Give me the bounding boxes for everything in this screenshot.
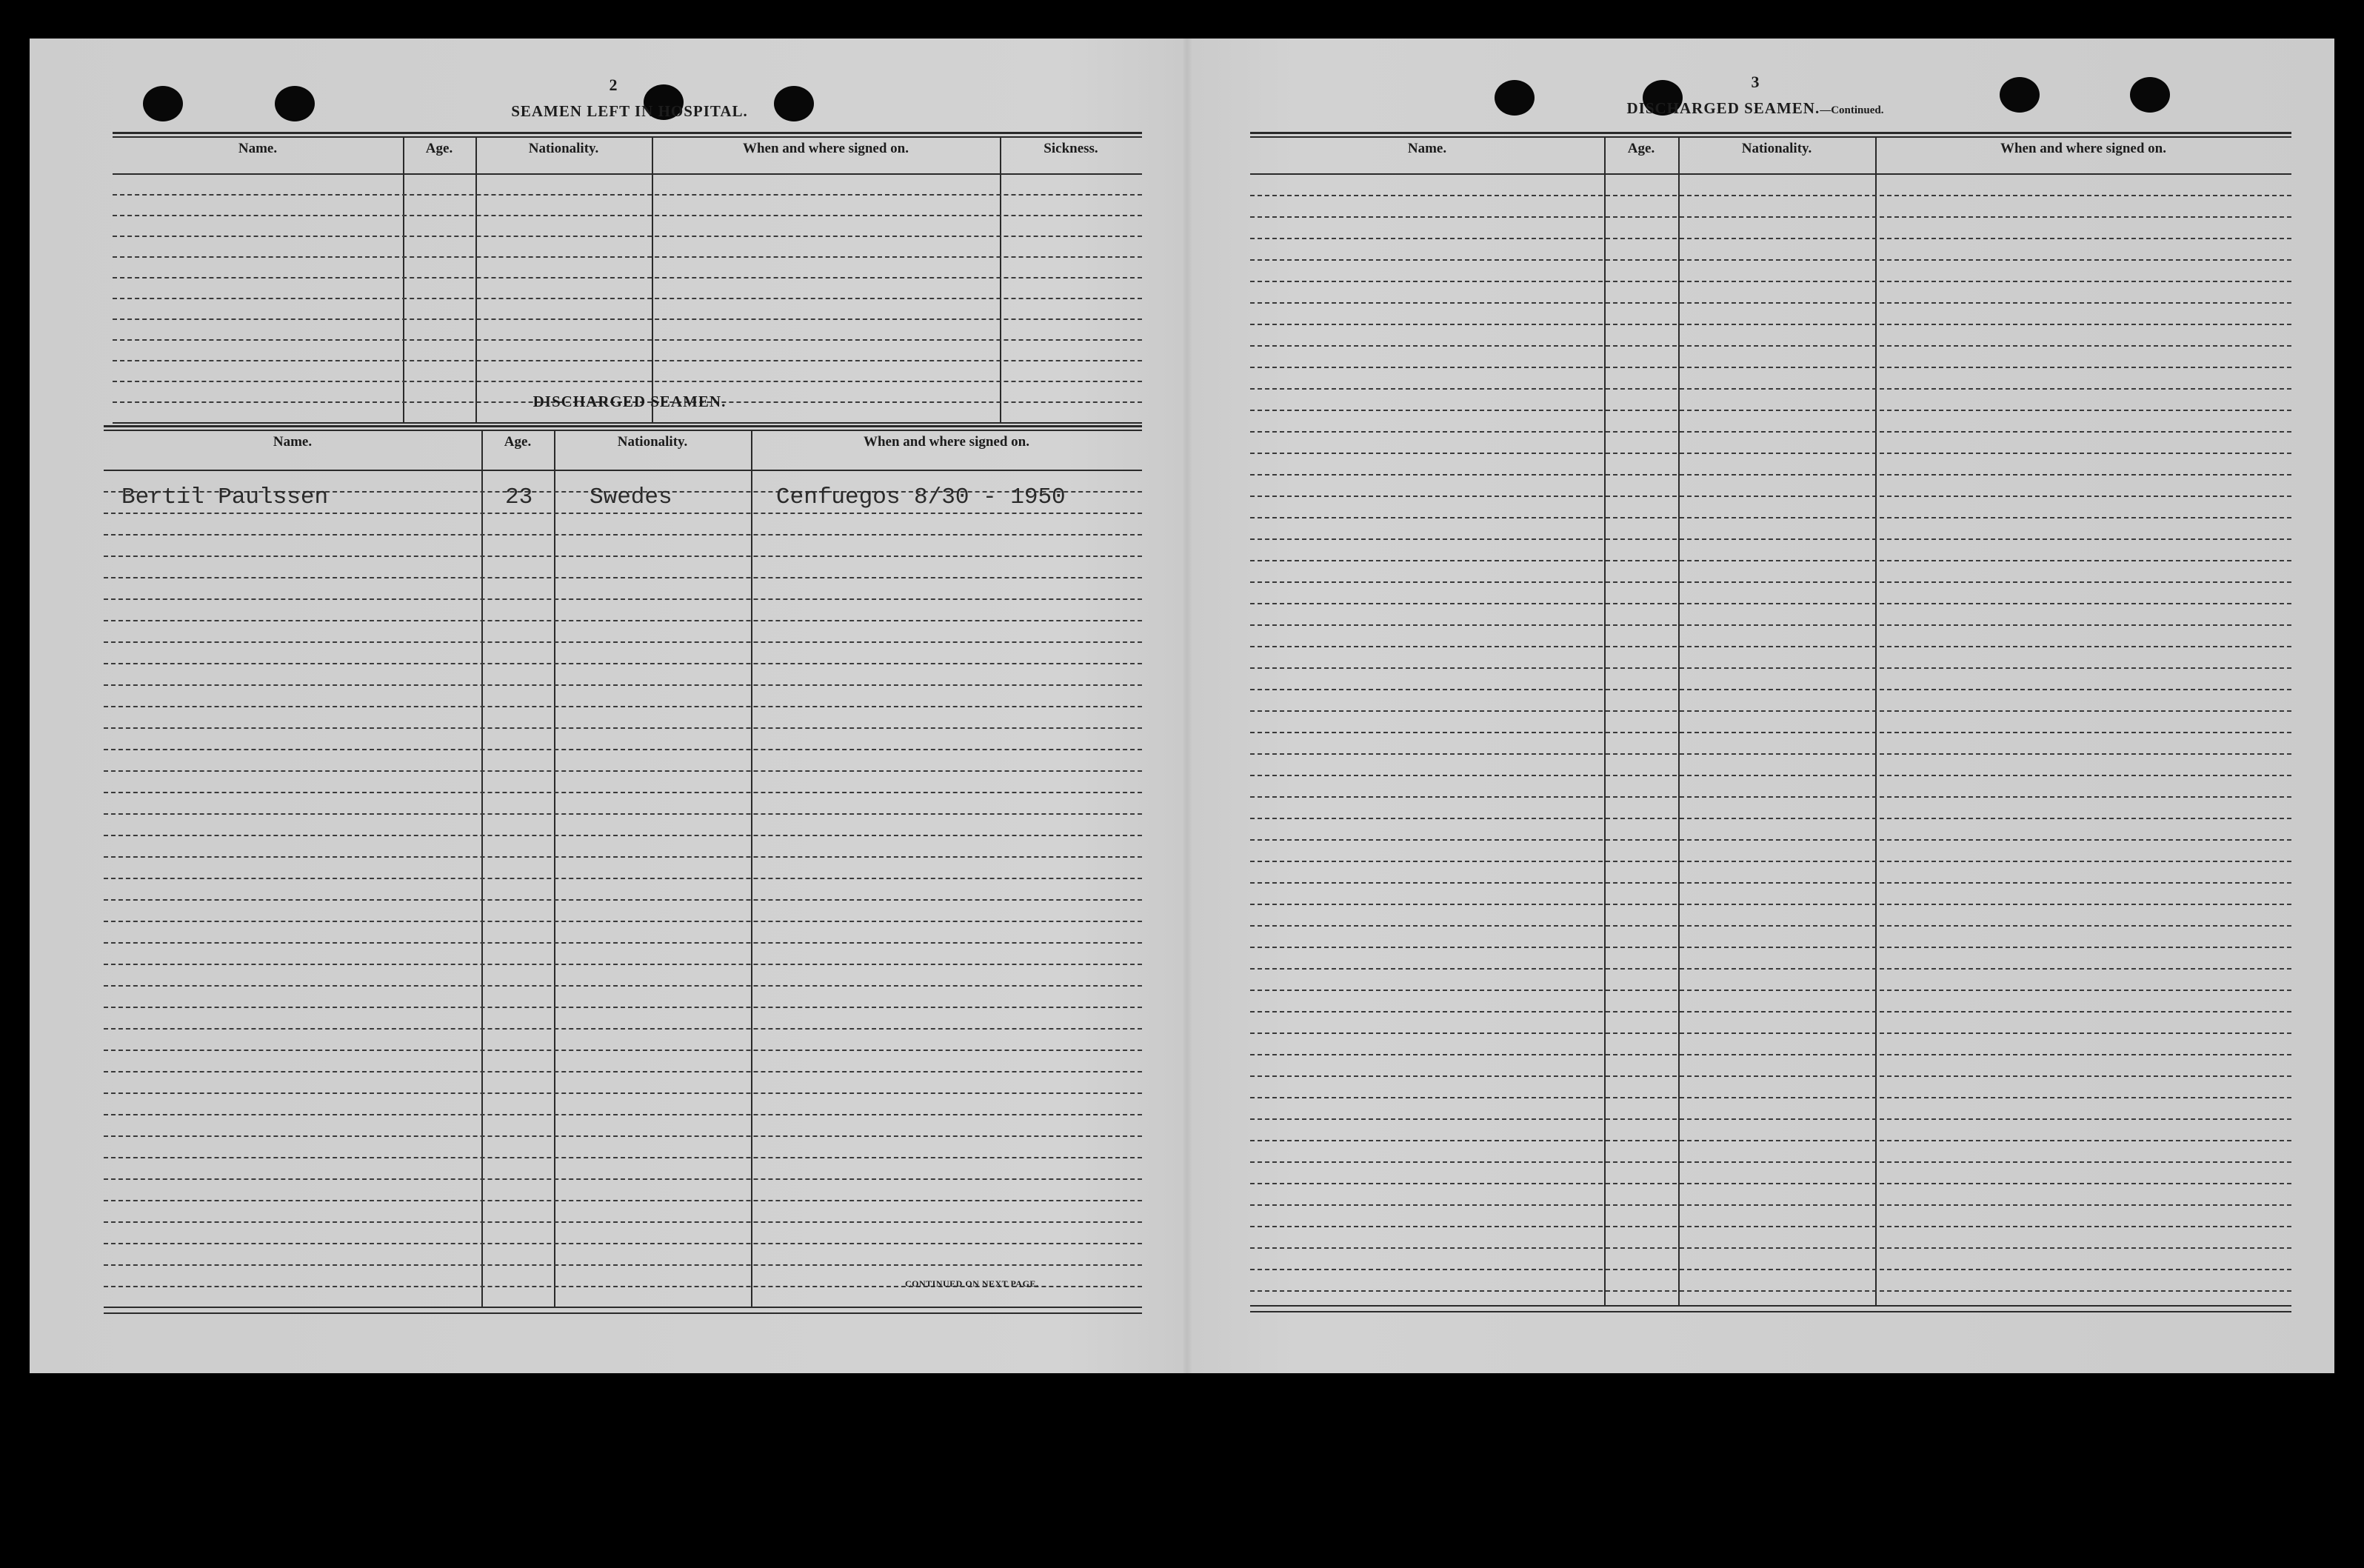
- row-line: [1250, 624, 2291, 626]
- row-line: [1250, 195, 2291, 196]
- row-line: [104, 856, 1142, 858]
- row-line: [104, 878, 1142, 879]
- header-rule: [113, 173, 1142, 175]
- column-divider: [751, 430, 752, 1307]
- row-line: [104, 1007, 1142, 1008]
- row-line: [1250, 410, 2291, 411]
- row-line: [1250, 796, 2291, 798]
- row-line: [1250, 710, 2291, 712]
- column-header: Age.: [425, 141, 453, 156]
- column-header: Name.: [1407, 141, 1447, 156]
- row-line: [1250, 1140, 2291, 1141]
- row-line: [1250, 968, 2291, 970]
- header-rule: [1250, 173, 2291, 175]
- row-line: [104, 1221, 1142, 1223]
- row-line: [104, 792, 1142, 793]
- entry-signed-on: Cenfuegos 8/30 - 1950: [776, 484, 1066, 510]
- row-line: [104, 534, 1142, 536]
- row-line: [1250, 324, 2291, 325]
- discharged-section-title: DISCHARGED SEAMEN.: [532, 393, 727, 410]
- bottom-rule: [1250, 1305, 2291, 1307]
- column-header: Name.: [273, 434, 313, 450]
- row-line: [104, 1200, 1142, 1201]
- row-line: [104, 749, 1142, 750]
- row-line: [1250, 238, 2291, 239]
- punch-hole: [2000, 77, 2040, 113]
- row-line: [1250, 861, 2291, 862]
- row-line: [104, 663, 1142, 664]
- bottom-rule-outer: [1250, 1311, 2291, 1312]
- continued-note: CONTINUED ON NEXT PAGE.: [905, 1278, 1039, 1289]
- row-line: [1250, 1118, 2291, 1120]
- row-line: [104, 1243, 1142, 1244]
- top-rule: [104, 425, 1142, 427]
- title-main: DISCHARGED SEAMEN.: [1626, 99, 1820, 117]
- row-line: [104, 942, 1142, 944]
- document-sheet: [30, 39, 2334, 1373]
- row-line: [113, 215, 1142, 216]
- row-line: [1250, 925, 2291, 927]
- row-line: [104, 1071, 1142, 1072]
- row-line: [1250, 281, 2291, 282]
- page-fold: [1182, 39, 1192, 1373]
- column-header: Sickness.: [1044, 141, 1098, 156]
- column-divider: [652, 136, 653, 422]
- column-header: Age.: [504, 434, 532, 450]
- column-divider: [481, 430, 483, 1307]
- column-header: Nationality.: [617, 434, 688, 450]
- bottom-rule-outer: [104, 1312, 1142, 1314]
- column-header: Name.: [238, 141, 278, 156]
- row-line: [104, 1264, 1142, 1266]
- row-line: [104, 835, 1142, 836]
- row-line: [104, 577, 1142, 578]
- row-line: [1250, 453, 2291, 454]
- row-line: [1250, 431, 2291, 433]
- hospital-section-title: SEAMEN LEFT IN HOSPITAL.: [511, 102, 748, 120]
- column-divider: [1000, 136, 1001, 422]
- punch-hole: [143, 86, 183, 121]
- column-divider: [1604, 136, 1606, 1305]
- row-line: [1250, 496, 2291, 497]
- row-line: [104, 921, 1142, 922]
- page-number-left: 2: [609, 76, 618, 94]
- row-line: [104, 813, 1142, 815]
- row-line: [113, 277, 1142, 278]
- row-line: [113, 256, 1142, 258]
- row-line: [104, 706, 1142, 707]
- row-line: [1250, 1290, 2291, 1292]
- row-line: [104, 770, 1142, 772]
- row-line: [1250, 1183, 2291, 1184]
- row-line: [1250, 302, 2291, 304]
- entry-age: 23: [505, 484, 533, 510]
- top-rule: [113, 132, 1142, 134]
- column-header: Age.: [1627, 141, 1655, 156]
- punch-hole: [275, 86, 315, 121]
- column-divider: [403, 136, 404, 422]
- row-line: [113, 298, 1142, 299]
- row-line: [1250, 904, 2291, 905]
- row-line: [104, 727, 1142, 729]
- row-line: [1250, 1032, 2291, 1034]
- row-line: [1250, 1204, 2291, 1206]
- row-line: [113, 236, 1142, 237]
- row-line: [104, 1028, 1142, 1030]
- row-line: [1250, 388, 2291, 390]
- row-line: [1250, 990, 2291, 991]
- row-line: [104, 1135, 1142, 1137]
- row-line: [104, 985, 1142, 987]
- row-line: [1250, 367, 2291, 368]
- row-line: [104, 513, 1142, 514]
- row-line: [104, 1050, 1142, 1051]
- row-line: [113, 339, 1142, 341]
- row-line: [1250, 1054, 2291, 1055]
- row-line: [1250, 560, 2291, 561]
- row-line: [1250, 1075, 2291, 1077]
- column-divider: [1875, 136, 1877, 1305]
- row-line: [104, 1178, 1142, 1180]
- title-suffix: —Continued.: [1820, 104, 1884, 116]
- row-line: [104, 1092, 1142, 1094]
- row-line: [104, 684, 1142, 686]
- row-line: [113, 381, 1142, 382]
- row-line: [1250, 581, 2291, 583]
- row-line: [113, 360, 1142, 361]
- row-line: [113, 318, 1142, 320]
- page-number-right: 3: [1751, 73, 1760, 91]
- row-line: [1250, 259, 2291, 261]
- row-line: [1250, 1247, 2291, 1249]
- column-divider: [475, 136, 477, 422]
- row-line: [1250, 1011, 2291, 1012]
- row-line: [1250, 603, 2291, 604]
- row-line: [104, 964, 1142, 965]
- column-divider: [1678, 136, 1680, 1305]
- row-line: [1250, 839, 2291, 841]
- bottom-rule: [104, 1307, 1142, 1308]
- row-line: [1250, 753, 2291, 755]
- row-line: [1250, 474, 2291, 476]
- top-rule-inner: [113, 136, 1142, 138]
- top-rule: [1250, 132, 2291, 134]
- entry-name: Bertil Paulssen: [121, 484, 329, 510]
- row-line: [1250, 947, 2291, 948]
- row-line: [1250, 775, 2291, 776]
- column-header: Nationality.: [1741, 141, 1812, 156]
- row-line: [104, 1114, 1142, 1115]
- row-line: [1250, 882, 2291, 884]
- row-line: [1250, 667, 2291, 669]
- row-line: [104, 620, 1142, 621]
- discharged-table: [104, 425, 1142, 1314]
- discharged-continued-title: [1563, 99, 1948, 118]
- row-line: [1250, 818, 2291, 819]
- hospital-table: [113, 132, 1142, 421]
- discharged-continued-table: [1250, 132, 2291, 1317]
- punch-hole: [1495, 80, 1535, 116]
- row-line: [1250, 1097, 2291, 1098]
- row-line: [113, 194, 1142, 196]
- column-divider: [554, 430, 555, 1307]
- row-line: [1250, 1269, 2291, 1270]
- top-rule-inner: [1250, 136, 2291, 138]
- entry-nationality: Swedes: [590, 484, 672, 510]
- row-line: [1250, 538, 2291, 540]
- row-line: [1250, 216, 2291, 218]
- column-header: When and where signed on.: [742, 141, 909, 156]
- row-line: [104, 598, 1142, 600]
- row-line: [104, 899, 1142, 901]
- row-line: [1250, 646, 2291, 647]
- row-line: [1250, 517, 2291, 518]
- row-line: [1250, 689, 2291, 690]
- column-header: Nationality.: [528, 141, 599, 156]
- row-line: [1250, 732, 2291, 733]
- column-header: When and where signed on.: [2000, 141, 2166, 156]
- bottom-rule: [113, 422, 1142, 424]
- punch-hole: [2130, 77, 2170, 113]
- row-line: [104, 1157, 1142, 1158]
- header-rule: [104, 470, 1142, 471]
- column-header: When and where signed on.: [863, 434, 1029, 450]
- row-line: [1250, 1226, 2291, 1227]
- row-line: [1250, 345, 2291, 347]
- row-line: [104, 641, 1142, 643]
- row-line: [104, 556, 1142, 557]
- row-line: [1250, 1161, 2291, 1163]
- top-rule-inner: [104, 430, 1142, 431]
